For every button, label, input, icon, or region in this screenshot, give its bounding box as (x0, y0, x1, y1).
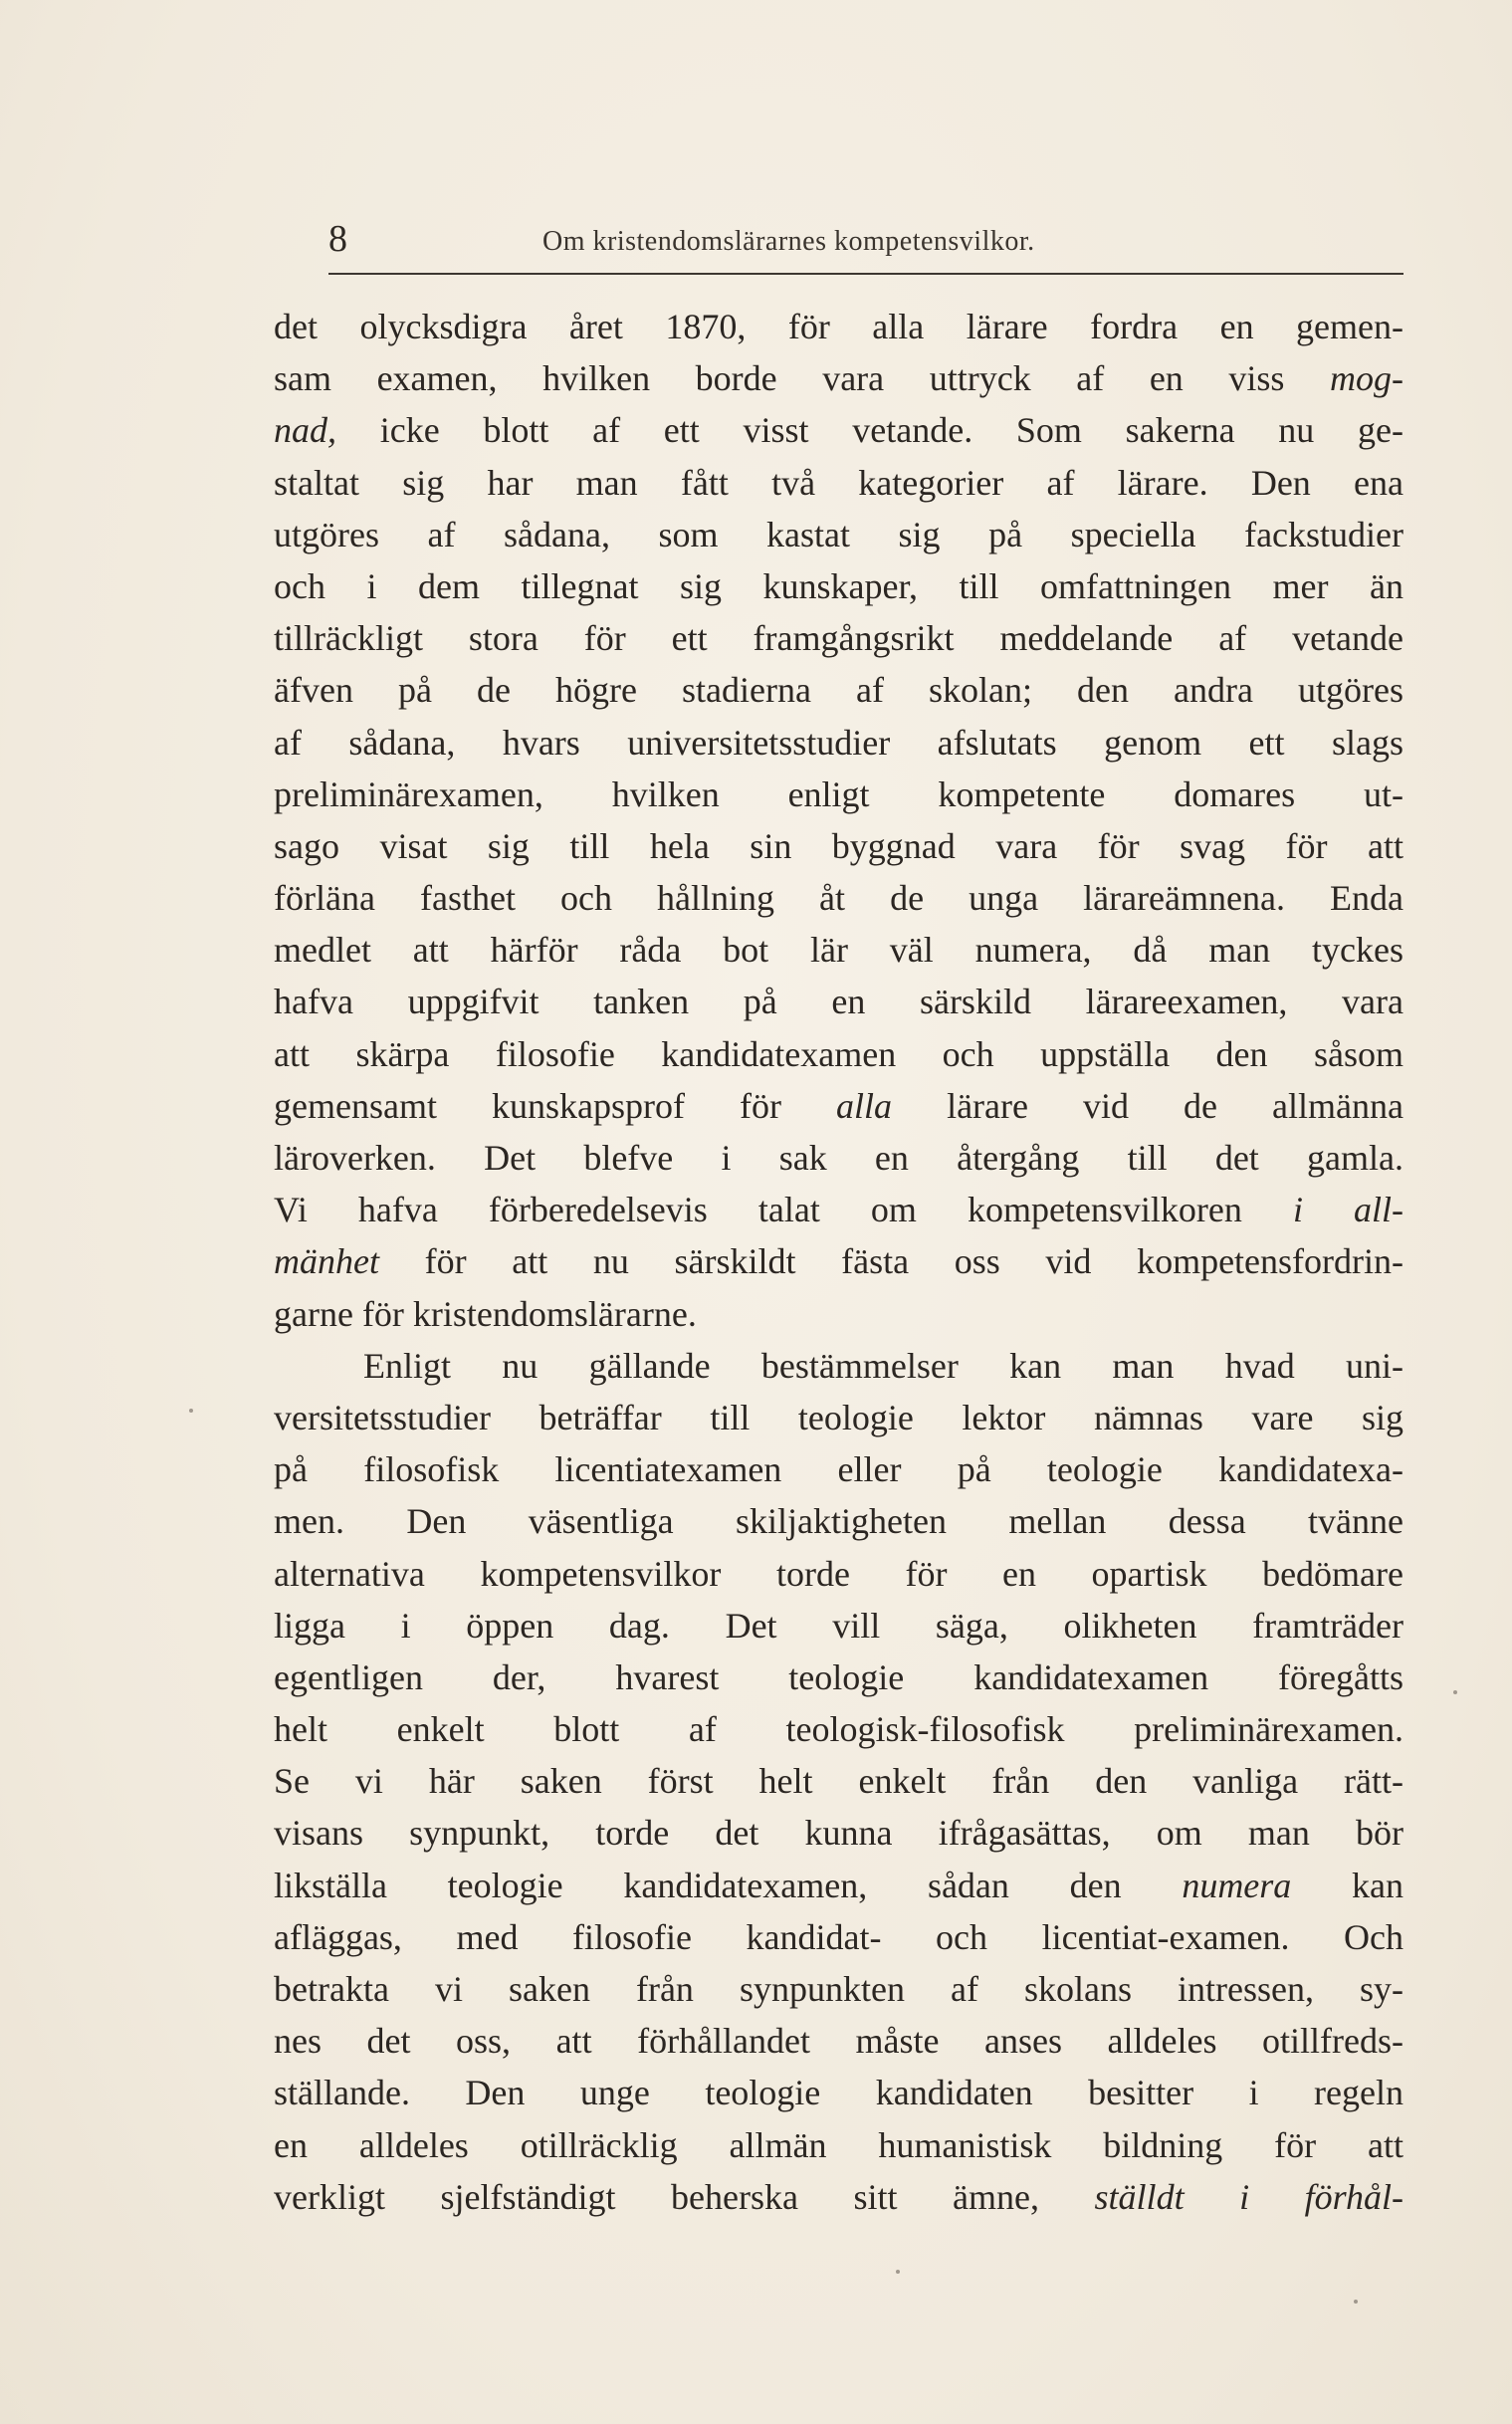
line-text: kan (1291, 1865, 1404, 1905)
line-text: icke blott af ett visst vetande. Som sakerna nu ge- (336, 410, 1404, 451)
text-line (274, 612, 1404, 664)
text-line (274, 1911, 1404, 1963)
line-text: egentligen der, hvarest teologie kandidatexamen föregåtts (274, 1656, 1404, 1697)
text-line (274, 509, 1404, 560)
text-line (274, 1028, 1404, 1080)
line-text: sam examen, hvilken borde vara uttryck af en viss (274, 358, 1330, 399)
line-text: äfven på de högre stadierna af skolan; den andra utgöres (274, 670, 1404, 711)
text-line (274, 1443, 1404, 1495)
text-line (274, 2171, 1404, 2223)
text-line (274, 1184, 1404, 1235)
text-line (274, 924, 1404, 976)
text-line (274, 1807, 1404, 1859)
page-number: 8 (328, 218, 347, 260)
text-line (274, 457, 1404, 509)
text-line (274, 560, 1404, 612)
text-line (274, 976, 1404, 1027)
line-text: ställande. Den unge teologie kandidaten besitter i regeln (274, 2073, 1404, 2113)
line-text: nes det oss, att förhållandet måste anses alldeles otillfreds- (274, 2021, 1404, 2062)
line-text: en alldeles otillräcklig allmän humanistisk bildning för att (274, 2124, 1404, 2165)
text-line (274, 1860, 1404, 1911)
running-head: Om kristendomslärarnes kompetensvilkor. (542, 226, 1035, 257)
line-text: tillräckligt stora för ett framgångsrikt meddelande af vetande (274, 618, 1404, 659)
text-line (274, 664, 1404, 716)
line-text: afläggas, med filosofie kandidat- och licentiat-examen. Och (274, 1916, 1404, 1957)
line-text: visans synpunkt, torde det kunna ifrågasättas, om man bör (274, 1813, 1404, 1854)
text-line (274, 2119, 1404, 2171)
text-line (274, 769, 1404, 820)
paper-speck (896, 2270, 900, 2274)
line-text: staltat sig har man fått två kategorier af lärare. Den ena (274, 462, 1404, 503)
line-text: verkligt sjelfständigt beherska sitt ämne, (274, 2176, 1095, 2217)
line-text: att skärpa filosofie kandidatexamen och uppställa den såsom (274, 1033, 1404, 1074)
text-line (274, 717, 1404, 769)
line-text: gemensamt kunskapsprof för (274, 1085, 837, 1126)
paper-speck (189, 1409, 193, 1413)
line-text: läroverken. Det blefve i sak en återgång till det gamla. (274, 1138, 1404, 1178)
body-text (274, 301, 1404, 2223)
text-line (274, 1080, 1404, 1132)
line-text: betrakta vi saken från synpunkten af skolans intressen, sy- (274, 1969, 1404, 2009)
line-text: ligga i öppen dag. Det vill säga, olikheten framträder (274, 1605, 1404, 1646)
text-line (274, 352, 1404, 404)
line-text: likställa teologie kandidatexamen, sådan den (274, 1865, 1183, 1905)
text-line (274, 301, 1404, 352)
line-text: sago visat sig till hela sin byggnad vara för svag för att (274, 825, 1404, 866)
line-text: alternativa kompetensvilkor torde för en opartisk bedömare (274, 1553, 1404, 1594)
text-line (274, 2067, 1404, 2118)
line-text: helt enkelt blott af teologisk-filosofisk preliminärexamen. (274, 1709, 1404, 1750)
text-line (274, 1652, 1404, 1703)
line-text: utgöres af sådana, som kastat sig på speciella fackstudier (274, 514, 1404, 554)
line-text: af sådana, hvars universitetsstudier afslutats genom ett slags (274, 722, 1404, 763)
italic-text: nad, (274, 410, 336, 451)
line-text: hafva uppgifvit tanken på en särskild lärareexamen, vara (274, 982, 1404, 1022)
italic-text: mänhet (274, 1241, 379, 1282)
line-text: förläna fasthet och hållning åt de unga lärareämnena. Enda (274, 878, 1404, 919)
line-text: versitetsstudier beträffar till teologie lektor nämnas vare sig (274, 1397, 1404, 1437)
italic-text: alla (836, 1085, 893, 1126)
page-header (328, 214, 1404, 264)
text-line (274, 1235, 1404, 1287)
header-rule (328, 273, 1404, 275)
line-text: på filosofisk licentiatexamen eller på teologie kandidatexa- (274, 1449, 1404, 1490)
text-line (274, 872, 1404, 924)
line-text: Enligt nu gällande bestämmelser kan man hvad uni- (363, 1345, 1404, 1386)
italic-text: ställdt i förhål- (1094, 2176, 1404, 2217)
text-line (274, 1755, 1404, 1807)
line-text: och i dem tillegnat sig kunskaper, till omfattningen mer än (274, 565, 1404, 606)
text-line (274, 1340, 1404, 1392)
text-line (274, 1703, 1404, 1755)
italic-text: numera (1182, 1865, 1292, 1905)
text-line (274, 1132, 1404, 1184)
text-line (274, 1495, 1404, 1547)
line-text: lärare vid de allmänna (892, 1085, 1404, 1126)
text-line (274, 404, 1404, 456)
paper-speck (1453, 1690, 1457, 1694)
line-text: medlet att härför råda bot lär väl numera, då man tyckes (274, 930, 1404, 971)
text-line (274, 820, 1404, 872)
line-text: garne för kristendomslärarne. (274, 1293, 697, 1334)
italic-text: i all- (1292, 1190, 1404, 1230)
line-text: men. Den väsentliga skiljaktigheten mellan dessa tvänne (274, 1501, 1404, 1542)
line-text: Vi hafva förberedelsevis talat om kompetensvilkoren (274, 1190, 1293, 1230)
text-line (274, 1288, 1404, 1340)
line-text: för att nu särskildt fästa oss vid kompetensfordrin- (378, 1241, 1404, 1282)
paper-speck (1354, 2300, 1358, 2304)
italic-text: mog- (1330, 358, 1404, 399)
text-line (274, 1548, 1404, 1600)
line-text: Se vi här saken först helt enkelt från den vanliga rätt- (274, 1761, 1404, 1802)
line-text: preliminärexamen, hvilken enligt kompetente domares ut- (274, 773, 1404, 814)
text-line (274, 2015, 1404, 2067)
text-line (274, 1392, 1404, 1443)
text-line (274, 1963, 1404, 2015)
line-text: det olycksdigra året 1870, för alla lärare fordra en gemen- (274, 307, 1404, 346)
text-line (274, 1600, 1404, 1652)
